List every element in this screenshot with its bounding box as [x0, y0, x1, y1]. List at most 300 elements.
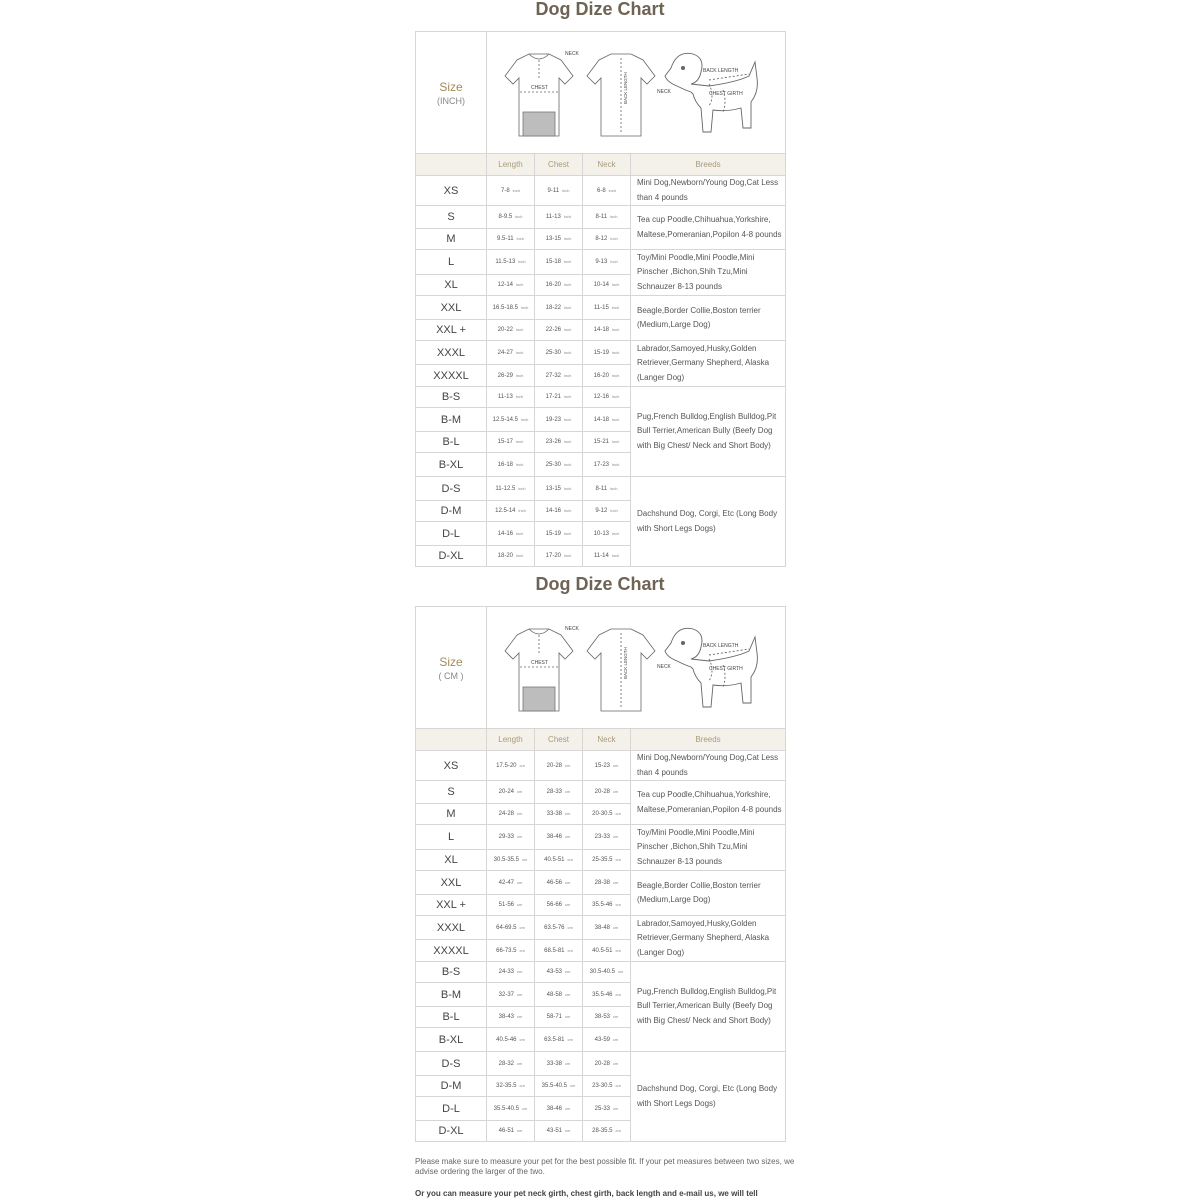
neck-value: 35.5-46 — [592, 902, 613, 908]
unit-suffix: cm — [613, 1014, 619, 1019]
length-cell — [487, 916, 535, 940]
unit-suffix: cm — [570, 1083, 576, 1088]
unit-suffix: cm — [565, 1128, 571, 1133]
length-cell — [487, 341, 535, 365]
neck-cell — [583, 341, 631, 365]
size-header-cell — [416, 607, 487, 729]
breed-cell: Mini Dog,Newborn/Young Dog,Cat Less than 4 pounds — [631, 176, 786, 206]
neck-cell — [583, 983, 631, 1007]
length-value: 28-32 — [498, 1060, 514, 1067]
chest-cell — [535, 176, 583, 206]
length-value: 9.5-11 — [497, 236, 514, 242]
table-row — [416, 781, 786, 804]
length-value: 40.5-46 — [496, 1036, 517, 1043]
neck-label: NECK — [565, 626, 579, 632]
neck-value: 28-38 — [594, 879, 610, 886]
size-cell: D-L — [416, 522, 487, 546]
length-value: 16-18 — [497, 461, 513, 468]
unit-suffix: cm — [517, 834, 523, 839]
unit-suffix: inch — [610, 214, 618, 219]
neck-cell — [583, 850, 631, 871]
chest-cell — [535, 477, 583, 501]
neck-value: 10-13 — [593, 530, 609, 537]
table-row — [416, 250, 786, 275]
unit-suffix: inch — [612, 372, 620, 378]
unit-suffix: inch — [563, 214, 572, 219]
length-cell — [487, 453, 535, 477]
header-row — [416, 607, 786, 729]
chest-cell — [535, 895, 583, 916]
neck-cell — [583, 387, 631, 408]
chest-value: 40.5-51 — [544, 857, 565, 863]
chest-cell — [535, 250, 583, 275]
unit-suffix: inch — [612, 530, 620, 536]
fit-note: Please make sure to measure your pet for the best possible fit. If your pet measures between two sizes, we advise ordering the larger of the two. — [415, 1157, 795, 1176]
size-cell: B-XL — [416, 1028, 487, 1052]
length-value: 32-37 — [498, 991, 514, 998]
unit-suffix: cm — [517, 902, 523, 907]
unit-suffix: inch — [612, 282, 620, 287]
neck-cell — [583, 453, 631, 477]
unit-suffix: inch — [612, 349, 620, 355]
neck-cell — [583, 206, 631, 229]
neck-cell — [583, 895, 631, 916]
chest-value: 63.5-81 — [544, 1036, 565, 1043]
neck-value: 43-59 — [594, 1036, 610, 1043]
chest-cell — [535, 296, 583, 320]
size-header-cell — [416, 32, 487, 154]
unit-suffix: cm — [565, 1105, 571, 1111]
size-cell: XL — [416, 850, 487, 871]
shirt-back-icon — [587, 629, 655, 711]
chest-cell — [535, 206, 583, 229]
column-header: Breeds — [631, 729, 786, 751]
unit-suffix: cm — [613, 762, 619, 768]
unit-suffix: cm — [517, 811, 523, 816]
unit-suffix: cm — [519, 924, 525, 930]
chest-value: 46-56 — [546, 879, 562, 886]
breed-cell: Labrador,Samoyed,Husky,Golden Retriever,Germany Shepherd, Alaska (Langer Dog) — [631, 916, 786, 962]
size-cell: M — [416, 804, 487, 825]
neck-value: 17-23 — [593, 461, 609, 468]
chest-cell — [535, 341, 583, 365]
chest-value: 20-28 — [546, 762, 562, 769]
back-length-label: BACK LENGTH — [703, 68, 739, 74]
illustration-cell — [487, 607, 786, 729]
unit-suffix: cm — [567, 857, 573, 862]
chest-value: 68.5-81 — [544, 947, 565, 954]
size-cell: XXXL — [416, 341, 487, 365]
neck-cell — [583, 546, 631, 567]
length-value: 42-47 — [498, 879, 514, 886]
neck-value: 16-20 — [593, 372, 609, 379]
length-value: 24-28 — [498, 811, 514, 817]
chest-girth-label: CHEST GIRTH — [709, 91, 743, 97]
length-cell — [487, 275, 535, 296]
unit-suffix: cm — [615, 947, 621, 953]
chest-cell — [535, 781, 583, 804]
neck-value: 8-12 — [595, 236, 608, 242]
length-cell — [487, 781, 535, 804]
size-cell: B-L — [416, 432, 487, 453]
unit-suffix: cm — [615, 991, 621, 997]
unit-suffix: inch — [564, 530, 572, 536]
length-cell — [487, 1007, 535, 1028]
length-value: 38-43 — [498, 1014, 514, 1020]
size-cell: B-S — [416, 387, 487, 408]
unit-suffix: cm — [615, 811, 621, 816]
neck-value: 23-30.5 — [592, 1083, 613, 1089]
length-cell — [487, 176, 535, 206]
column-header: Chest — [535, 729, 583, 751]
unit-suffix: inch — [516, 327, 524, 332]
length-value: 24-33 — [498, 969, 514, 975]
size-cell: D-L — [416, 1097, 487, 1121]
unit-suffix: inch — [564, 508, 572, 513]
neck-value: 30.5-40.5 — [589, 969, 615, 975]
unit-suffix: inch — [564, 349, 572, 355]
column-header-row — [416, 154, 786, 176]
back-length-label: BACK LENGTH — [703, 643, 739, 649]
chest-value: 38-46 — [546, 1105, 562, 1112]
size-cell: M — [416, 229, 487, 250]
column-header: Length — [487, 154, 535, 176]
neck-value: 38-48 — [594, 924, 610, 931]
unit-suffix: cm — [565, 811, 571, 816]
column-header: Breeds — [631, 154, 786, 176]
unit-suffix: inch — [564, 553, 572, 558]
neck-cell — [583, 962, 631, 983]
length-cell — [487, 983, 535, 1007]
neck-cell — [583, 477, 631, 501]
chart-title: Dog Dize Chart — [535, 0, 665, 19]
neck-value: 11-14 — [593, 553, 609, 559]
unit-suffix: inch — [610, 485, 618, 491]
length-cell — [487, 1052, 535, 1076]
length-value: 26-29 — [497, 372, 513, 379]
chest-cell — [535, 825, 583, 850]
length-value: 11-13 — [497, 394, 513, 400]
length-value: 24-27 — [497, 349, 513, 356]
neck-value: 23-33 — [594, 834, 610, 840]
chest-value: 48-58 — [546, 991, 562, 998]
neck-value: 40.5-51 — [592, 947, 613, 954]
length-cell — [487, 751, 535, 781]
size-cell: XS — [416, 176, 487, 206]
chest-label: CHEST — [531, 85, 548, 91]
unit-suffix: inch — [521, 304, 529, 310]
size-cell: L — [416, 825, 487, 850]
unit-suffix: inch — [515, 214, 523, 219]
column-header-blank — [416, 729, 487, 751]
unit-suffix: inch — [564, 416, 572, 422]
chest-cell — [535, 408, 583, 432]
unit-suffix: inch — [518, 485, 526, 491]
column-header: Length — [487, 729, 535, 751]
length-value: 12.5-14 — [495, 508, 516, 514]
chest-value: 19-23 — [545, 416, 561, 423]
size-cell: D-M — [416, 501, 487, 522]
chest-label: CHEST — [531, 660, 548, 666]
length-value: 8-9.5 — [498, 214, 513, 220]
unit-suffix: cm — [519, 1083, 525, 1088]
unit-suffix: cm — [519, 947, 525, 953]
size-cell: B-S — [416, 962, 487, 983]
neck-cell — [583, 296, 631, 320]
neck-value: 10-14 — [593, 282, 609, 288]
size-cell: D-S — [416, 477, 487, 501]
neck-value: 14-18 — [593, 327, 609, 333]
length-value: 12-14 — [497, 282, 513, 288]
chest-value: 25-30 — [545, 349, 561, 356]
neck-label: NECK — [657, 89, 671, 95]
length-cell — [487, 477, 535, 501]
unit-suffix: inch — [564, 461, 572, 467]
chest-cell — [535, 850, 583, 871]
unit-suffix: inch — [564, 304, 572, 310]
length-cell — [487, 940, 535, 962]
neck-cell — [583, 751, 631, 781]
chest-value: 9-11 — [547, 187, 560, 194]
size-cell: XS — [416, 751, 487, 781]
unit-suffix: inch — [564, 439, 572, 444]
size-cell: XXL + — [416, 895, 487, 916]
header-row — [416, 32, 786, 154]
chest-cell — [535, 229, 583, 250]
table-row — [416, 916, 786, 940]
length-value: 15-17 — [497, 439, 513, 445]
unit-suffix: inch — [562, 187, 570, 193]
unit-suffix: cm — [517, 1128, 523, 1133]
unit-suffix: cm — [613, 1060, 619, 1066]
length-value: 7-8 — [500, 187, 510, 194]
neck-cell — [583, 940, 631, 962]
size-cell: XXL + — [416, 320, 487, 341]
unit-suffix: inch — [521, 416, 529, 422]
table-row — [416, 1052, 786, 1076]
neck-cell — [583, 522, 631, 546]
chest-cell — [535, 804, 583, 825]
chest-cell — [535, 1028, 583, 1052]
unit-suffix: cm — [517, 969, 523, 974]
size-cell: XL — [416, 275, 487, 296]
neck-value: 9-12 — [595, 508, 608, 514]
length-value: 20-22 — [497, 327, 513, 333]
size-cell: B-M — [416, 408, 487, 432]
chest-cell — [535, 522, 583, 546]
length-cell — [487, 408, 535, 432]
unit-suffix: inch — [516, 236, 524, 241]
unit-suffix: inch — [516, 349, 524, 355]
length-value: 16.5-18.5 — [492, 304, 518, 311]
length-cell — [487, 250, 535, 275]
unit-suffix: cm — [517, 1060, 523, 1066]
chest-value: 18-22 — [545, 304, 561, 311]
size-cell: B-L — [416, 1007, 487, 1028]
breed-cell: Beagle,Border Collie,Boston terrier (Medium,Large Dog) — [631, 871, 786, 916]
chest-value: 13-15 — [545, 236, 561, 242]
column-header-row — [416, 729, 786, 751]
unit-suffix: cm — [613, 1036, 619, 1042]
chest-cell — [535, 432, 583, 453]
table-row — [416, 387, 786, 408]
chest-cell — [535, 1007, 583, 1028]
length-cell — [487, 546, 535, 567]
chest-value: 63.5-76 — [544, 924, 565, 931]
chest-value: 15-18 — [545, 259, 561, 265]
chest-value: 25-30 — [545, 461, 561, 468]
unit-suffix: inch — [612, 416, 620, 422]
unit-suffix: cm — [613, 834, 619, 839]
size-cell: XXXXL — [416, 940, 487, 962]
length-cell — [487, 850, 535, 871]
neck-value: 28-35.5 — [592, 1128, 613, 1134]
length-cell — [487, 804, 535, 825]
unit-suffix: cm — [615, 902, 621, 907]
unit-suffix: inch — [518, 259, 526, 264]
unit-suffix: cm — [613, 924, 619, 930]
back-length-label: BACK LENGTH — [623, 72, 628, 104]
neck-cell — [583, 781, 631, 804]
length-value: 12.5-14.5 — [492, 416, 518, 423]
unit-suffix: inch — [512, 187, 520, 193]
neck-value: 15-23 — [594, 762, 610, 769]
unit-suffix: inch — [516, 553, 524, 558]
neck-cell — [583, 176, 631, 206]
chest-value: 35.5-40.5 — [541, 1083, 567, 1089]
neck-value: 38-53 — [594, 1014, 610, 1020]
breed-cell: Beagle,Border Collie,Boston terrier (Medium,Large Dog) — [631, 296, 786, 341]
neck-cell — [583, 804, 631, 825]
unit-suffix: cm — [517, 1014, 523, 1019]
chest-cell — [535, 962, 583, 983]
breed-cell: Tea cup Poodle,Chihuahua,Yorkshire, Maltese,Pomeranian,Popilon 4-8 pounds — [631, 206, 786, 250]
column-header-blank — [416, 154, 487, 176]
neck-label: NECK — [657, 664, 671, 670]
neck-value: 15-19 — [593, 349, 609, 356]
unit-suffix: inch — [516, 372, 524, 378]
table-row — [416, 962, 786, 983]
chest-value: 17-20 — [545, 553, 561, 559]
unit-suffix: cm — [615, 1083, 621, 1088]
back-length-label: BACK LENGTH — [623, 647, 628, 679]
breed-cell: Dachshund Dog, Corgi, Etc (Long Body with Short Legs Dogs) — [631, 1052, 786, 1142]
length-value: 64-69.5 — [496, 924, 517, 931]
table-row — [416, 176, 786, 206]
column-header: Chest — [535, 154, 583, 176]
neck-value: 9-13 — [595, 259, 608, 265]
neck-cell — [583, 229, 631, 250]
table-row — [416, 751, 786, 781]
breed-cell: Pug,French Bulldog,English Bulldog,Pit Bull Terrier,American Bully (Beefy Dog with Big Chest/ Neck and Short Body) — [631, 387, 786, 477]
chest-cell — [535, 916, 583, 940]
length-value: 51-56 — [498, 902, 514, 908]
contact-note: Or you can measure your pet neck girth, chest girth, back length and e-mail us, we will tell — [415, 1189, 758, 1198]
unit-suffix: cm — [517, 991, 523, 997]
chest-value: 16-20 — [545, 282, 561, 288]
column-header: Neck — [583, 729, 631, 751]
table-row — [416, 206, 786, 229]
table-row — [416, 871, 786, 895]
chest-cell — [535, 751, 583, 781]
chest-cell — [535, 940, 583, 962]
neck-cell — [583, 1076, 631, 1097]
neck-cell — [583, 871, 631, 895]
column-header: Neck — [583, 154, 631, 176]
shirt-front-icon — [505, 629, 573, 711]
unit-suffix: cm — [567, 924, 573, 930]
neck-value: 20-30.5 — [592, 811, 613, 817]
size-cell: XXL — [416, 871, 487, 895]
chest-cell — [535, 983, 583, 1007]
breed-cell: Dachshund Dog, Corgi, Etc (Long Body with Short Legs Dogs) — [631, 477, 786, 567]
length-cell — [487, 432, 535, 453]
neck-cell — [583, 1052, 631, 1076]
unit-suffix: inch — [516, 439, 524, 444]
chest-value: 15-19 — [545, 530, 561, 537]
breed-cell: Toy/Mini Poodle,Mini Poodle,Mini Pinscher ,Bichon,Shih Tzu,Mini Schnauzer 8-13 pounds — [631, 250, 786, 296]
unit-suffix: inch — [564, 327, 572, 332]
length-value: 35.5-40.5 — [493, 1105, 519, 1112]
neck-cell — [583, 1028, 631, 1052]
length-cell — [487, 962, 535, 983]
size-cell: S — [416, 206, 487, 229]
chest-value: 11-13 — [545, 214, 561, 220]
chest-value: 28-33 — [546, 789, 562, 795]
length-value: 29-33 — [498, 834, 514, 840]
chest-value: 33-38 — [546, 1060, 562, 1067]
neck-value: 6-8 — [596, 187, 606, 194]
length-cell — [487, 522, 535, 546]
length-cell — [487, 206, 535, 229]
unit-suffix: inch — [516, 461, 524, 467]
unit-suffix: cm — [565, 969, 571, 974]
neck-value: 35.5-46 — [592, 991, 613, 998]
neck-value: 12-16 — [593, 394, 609, 400]
unit-suffix: inch — [564, 259, 572, 264]
unit-suffix: cm — [565, 834, 571, 839]
unit-suffix: inch — [610, 259, 618, 264]
size-cell: L — [416, 250, 487, 275]
chest-value: 33-38 — [546, 811, 562, 817]
unit-suffix: cm — [565, 902, 571, 907]
unit-suffix: cm — [517, 789, 523, 794]
measurement-illustration — [487, 607, 785, 728]
length-value: 30.5-35.5 — [493, 857, 519, 863]
unit-suffix: inch — [612, 327, 620, 332]
unit-suffix: cm — [567, 1036, 573, 1042]
unit-suffix: cm — [615, 857, 621, 862]
breed-cell: Toy/Mini Poodle,Mini Poodle,Mini Pinscher ,Bichon,Shih Tzu,Mini Schnauzer 8-13 pounds — [631, 825, 786, 871]
chest-cell — [535, 275, 583, 296]
chest-value: 43-53 — [546, 969, 562, 975]
unit-suffix: inch — [610, 236, 618, 241]
unit-suffix: inch — [610, 508, 618, 513]
chest-value: 38-46 — [546, 834, 562, 840]
chest-value: 14-16 — [545, 508, 561, 514]
unit-suffix: inch — [611, 553, 620, 558]
length-cell — [487, 1076, 535, 1097]
size-cell: XXXL — [416, 916, 487, 940]
chest-cell — [535, 1076, 583, 1097]
neck-cell — [583, 432, 631, 453]
neck-cell — [583, 501, 631, 522]
size-cell: D-S — [416, 1052, 487, 1076]
unit-header: ( CM ) — [438, 670, 464, 681]
neck-value: 8-11 — [595, 214, 608, 220]
length-cell — [487, 501, 535, 522]
unit-suffix: inch — [608, 187, 616, 193]
